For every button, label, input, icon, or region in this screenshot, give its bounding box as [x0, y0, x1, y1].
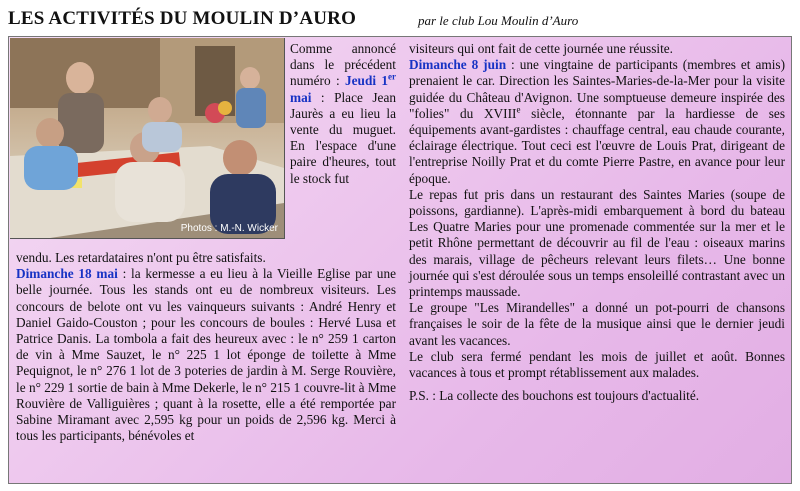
photo-credit: Photos : M.-N. Wicker [180, 223, 278, 234]
article-title: LES ACTIVITÉS DU MOULIN D’AURO [8, 8, 357, 29]
dim8-text-b: siècle, étonnante par la hardiesse de ses équipements avant-gardistes : chauffage central, eau chaude courante, éclairage électrique. Tout ceci est l'œuvre de Louis Prat, dirigeant de l'entreprise Noilly Prat et du comte Pierre Pastre, en avance pour leur époque. [409, 105, 785, 186]
photo-illustration [10, 38, 284, 238]
dim8-heading: Dimanche 8 juin [409, 57, 507, 73]
article-panel [8, 36, 792, 484]
ps-paragraph: P.S. : La collecte des bouchons est toujours d'actualité. [409, 388, 700, 404]
intro-paragraph [290, 41, 396, 187]
left-column [16, 250, 396, 444]
jeudi-month: mai [290, 89, 312, 105]
sortie-paragraph [409, 57, 785, 187]
right-column [409, 41, 785, 404]
mirandelles-paragraph: Le groupe "Les Mirandelles" a donné un pot-pourri de chansons françaises le soir de la fête de la musique ainsi que le dernier jeudi avant les vacances. [409, 300, 785, 348]
dim18-heading: Dimanche 18 mai [16, 266, 118, 282]
jeudi-ordinal: er [388, 71, 397, 82]
paragraph-gap [409, 381, 785, 388]
dim8-century-ordinal: e [516, 104, 521, 115]
jeudi-day: Jeudi 1 [345, 73, 389, 89]
lead-column [290, 41, 396, 187]
fermeture-paragraph: Le club sera fermé pendant les mois de juillet et août. Bonnes vacances à tous et prompt rétablissement aux malades. [409, 348, 785, 381]
repas-paragraph: Le repas fut pris dans un restaurant des Saintes Maries (soupe de poissons, gardianne). L'après-midi embarquement à bord du bateau Les Quatre Maries pour une promenade commentée sur la mer et le petit Rhône permettant de découvrir au fil de l'eau : oiseaux marins des marais, village de pêcheurs relevant leurs filets… Une bonne journée qui s'est déroulée sous un temps ensoleillé contrastant avec un printemps maussade. [409, 186, 785, 300]
kermesse-paragraph [16, 266, 396, 444]
article-byline: par le club Lou Moulin d’Auro [418, 13, 579, 28]
dim18-text: : la kermesse a eu lieu à la Vieille Eglise par une belle journée. Tous les stands ont eu de nombreux visiteurs. Les concours de belote ont vu les vainqueurs suivants : André Henry et Daniel Gaido-Couston ; pour les concours de boules : Hervé Lusa et Patrice Danis. La tombola a fait des heureux avec : le n° 259 1 carton de vin à Mme Sauzet, le n° 225 1 lot éponge de toilette à Mme Pequignot, le n° 276 1 lot de 3 poteries de jardin à M. Serge Rouvière, le n° 229 1 sortie de bain à Mme Dekerle, le n° 215 1 couvre-lit à Mme Rouvière de Valliguières ; quant à la rosette, elle a été remportée par Sabine Miramant avec 2,595 kg pour un poids de 2,596 kg. Merci à tous les participants, bénévoles et [16, 266, 396, 444]
jeudi-continuation: vendu. Les retardataires n'ont pu être satisfaits. [16, 250, 266, 265]
club-photo [10, 38, 285, 239]
dim8-text-a: : une vingtaine de participants (membres et amis) prenaient le car. Direction les Saintes-Maries-de-la-Mer pour la visite guidée du Château d'Avignon. Une somptueuse demeure inspirée des "folies" du XVIII [409, 57, 785, 121]
intro-text: Comme annoncé dans le précédent numéro : [290, 41, 396, 89]
dim18-continuation: visiteurs qui ont fait de cette journée une réussite. [409, 41, 674, 56]
jeudi-text: : Place Jean Jaurès a eu lieu la vente du muguet. En l'espace d'une paire d'heures, tout le stock fut [290, 89, 396, 186]
